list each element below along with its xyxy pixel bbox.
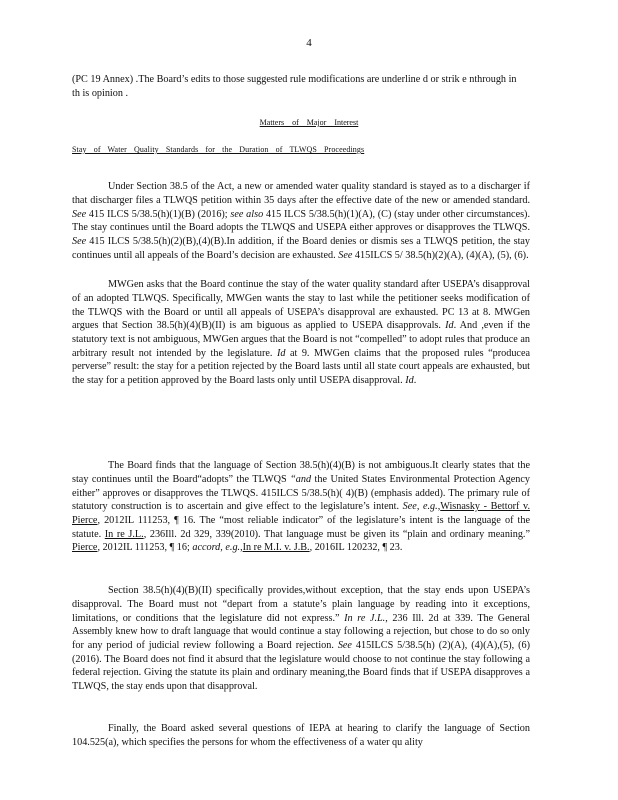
- intro-paragraph: (PC 19 Annex) .The Board’s edits to those suggested rule modifications are underline d or strik e nthrough in th is opinion .: [72, 74, 517, 99]
- body-paragraph-4: Section 38.5(h)(4)(B)(II) specifically provides,without exception, that the stay ends upon USEPA’s disapproval. The Board must not “depart from a statute’s plain language by reading into it exceptions, limitations, or conditions that the legislature did not express.” In re J.L., 236 Ill. 2d at 339. The General Assembly knew how to draft language that would continue a stay following a rejection, but chose to do so only for any period of judicial review following a Board rejection. See 415ILCS 5/38.5(h) (2)(A), (4)(A),(5), (6) (2016). The Board does not find it absurd that the legislature would choose to not continue the stay following a federal rejection. Giving the statute its plain and ordinary meaning,the Board finds that if USEPA disapproves a TLWQS, the stay ends upon that disapproval.: [72, 585, 530, 692]
- case-citation: Pierce: [72, 542, 98, 554]
- section-subheading: Stay of Water Quality Standards for the Duration of TLWQS Proceedings: [72, 145, 365, 154]
- page-number: 4: [306, 37, 312, 49]
- body-paragraph-1: Under Section 38.5 of the Act, a new or amended water quality standard is stayed as to a discharger if that discharger files a TLWQS petition within 35 days after the effective date of the new or amended standard. See 415 ILCS 5/38.5(h)(1)(B) (2016); see also 415 ILCS 5/38.5(h)(1)(A), (C) (stay under other circumstances). The stay continues until the Board adopts the TLWQS and USEPA either approves or disapproves the TLWQS. See 415 ILCS 5/38.5(h)(2)(B),(4)(B).In addition, if the Board denies or dismis ses a TLWQS petition, the stay continues until all appeals of the Board’s decision are exhausted. See 415ILCS 5/ 38.5(h)(2)(A), (4)(A), (5), (6).: [72, 181, 531, 261]
- case-citation: Wisnasky - Bettorf v. Pierce: [72, 501, 531, 526]
- body-paragraph-3: The Board finds that the language of Section 38.5(h)(4)(B) is not ambiguous.It clearly states that the stay continues until the Board“adopts” the TLWQS “and the United States Environmental Protection Agency either” approves or disapproves the TLWQS. 415ILCS 5/38.5(h)( 4)(B) (emphasis added). The primary rule of statutory construction is to ascertain and give effect to the legislature’s intent. See, e.g.,Wisnasky - Bettorf v. Pierce, 2012IL 111253, ¶ 16. The “most reliable indicator” of the legislature’s intent is the language of the statute. In re J.L., 236Ill. 2d 329, 339(2010). That language must be given its “plain and ordinary meaning.” Pierce, 2012IL 111253, ¶ 16; accord, e.g.,In re M.I. v. J.B., 2016IL 120232, ¶ 23.: [72, 460, 531, 554]
- case-citation: In re J.L.: [104, 528, 144, 540]
- case-citation: In re M.I. v. J.B.: [242, 542, 310, 554]
- body-paragraph-2: MWGen asks that the Board continue the stay of the water quality standard after USEPA’s disapproval of an adopted TLWQS. Specifically, MWGen wants the stay to last while the petitioner seeks modification of the TLWQS with the Board or until all appeals of USEPA’s disapproval are exhausted. PC 13 at 8. MWGen argues that Section 38.5(h)(4)(B)(II) is am biguous as applied to USEPA disapprovals. Id. And ,even if the statutory text is not ambiguous, MWGen argues that the Board is not “compelled” to adopt rules that produce an arbitrary result not intended by the legislature. Id at 9. MWGen claims that the proposed rules “producea perverse” result: the stay for a petition rejected by the Board lasts until all state court appeals are exhausted, but the stay for a petition approved by the Board lasts only until USEPA disapproval. Id.: [72, 279, 531, 386]
- body-paragraph-5: Finally, the Board asked several questions of IEPA at hearing to clarify the language of Section 104.525(a), which specifies the persons for whom the effectiveness of a water qu ality: [72, 723, 530, 748]
- section-heading: Matters of Major Interest: [259, 118, 359, 127]
